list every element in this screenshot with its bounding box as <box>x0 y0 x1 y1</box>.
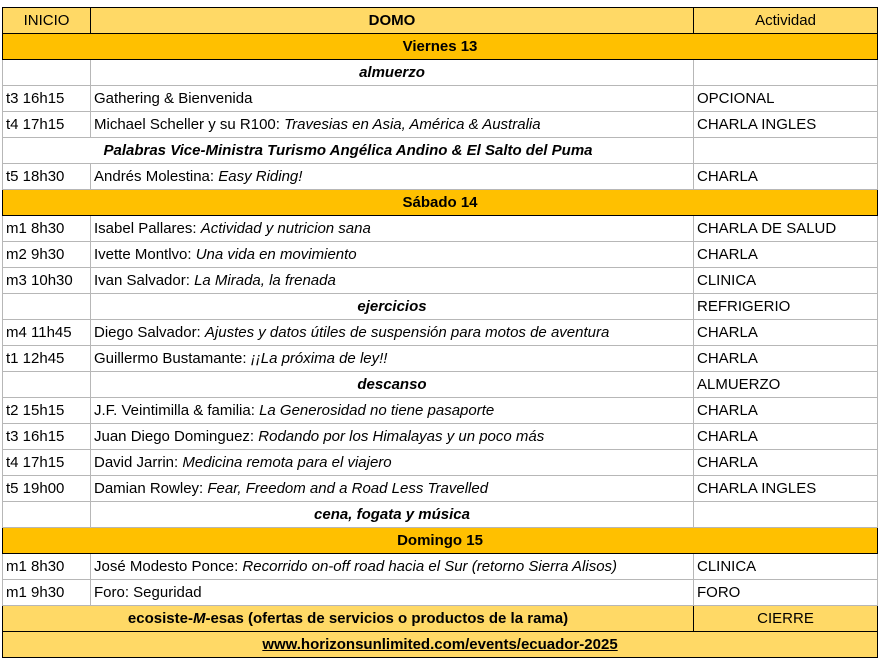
talk-title: La Generosidad no tiene pasaporte <box>259 402 495 419</box>
time-cell: m4 11h45 <box>3 320 91 346</box>
activity-cell: CLINICA <box>694 554 878 580</box>
schedule-row <box>3 398 878 424</box>
day-row-saturday <box>3 190 878 216</box>
url-row <box>3 632 878 658</box>
time-cell: t3 16h15 <box>3 424 91 450</box>
activity-cell: CHARLA INGLES <box>694 112 878 138</box>
talk-title: Ajustes y datos útiles de suspensión para motos de aventura <box>204 324 610 341</box>
talk-cell <box>91 164 694 190</box>
speaker-text: Guillermo Bustamante: <box>94 350 251 367</box>
speaker-text: Ivan Salvador: <box>94 272 195 289</box>
speaker-text: David Jarrin: <box>94 454 183 471</box>
activity-cell: CHARLA <box>694 346 878 372</box>
day-title: Domingo 15 <box>3 528 878 554</box>
talk-cell <box>91 216 694 242</box>
header-domo: DOMO <box>91 8 694 34</box>
schedule-row <box>3 554 878 580</box>
event-url-link[interactable]: www.horizonsunlimited.com/events/ecuador-2025 <box>3 632 878 658</box>
section-row <box>3 60 878 86</box>
time-cell: t5 18h30 <box>3 164 91 190</box>
talk-title: La Mirada, la frenada <box>194 272 336 289</box>
section-label: ejercicios <box>91 294 694 320</box>
time-cell: t1 12h45 <box>3 346 91 372</box>
speaker-text: Ivette Montlvo: <box>94 246 196 263</box>
talk-title: Medicina remota para el viajero <box>182 454 392 471</box>
talk-cell <box>91 450 694 476</box>
talk-title: Fear, Freedom and a Road Less Travelled <box>207 480 489 497</box>
talk-cell <box>91 580 694 606</box>
schedule-table <box>2 7 878 658</box>
activity-cell: REFRIGERIO <box>694 294 878 320</box>
schedule-row <box>3 242 878 268</box>
speaker-text: Isabel Pallares: <box>94 220 201 237</box>
schedule-row <box>3 86 878 112</box>
time-cell: t4 17h15 <box>3 450 91 476</box>
speaker-text: Damian Rowley: <box>94 480 208 497</box>
speaker-text: Gathering & Bienvenida <box>94 90 253 107</box>
talk-title: Actividad y nutricion sana <box>200 220 371 237</box>
closing-cell: CIERRE <box>694 606 878 632</box>
schedule-row <box>3 164 878 190</box>
talk-cell <box>91 242 694 268</box>
activity-cell: CHARLA <box>694 424 878 450</box>
time-cell: t3 16h15 <box>3 86 91 112</box>
activity-cell: ALMUERZO <box>694 372 878 398</box>
section-label: descanso <box>91 372 694 398</box>
activity-cell <box>694 60 878 86</box>
time-cell: m3 10h30 <box>3 268 91 294</box>
time-cell: m1 9h30 <box>3 580 91 606</box>
activity-cell: CHARLA <box>694 164 878 190</box>
speaker-text: J.F. Veintimilla & familia: <box>94 402 260 419</box>
talk-cell <box>91 346 694 372</box>
schedule-row <box>3 320 878 346</box>
schedule-row <box>3 424 878 450</box>
talk-title: Recorrido on-off road hacia el Sur (retorno Sierra Alisos) <box>242 558 618 575</box>
header-inicio: INICIO <box>3 8 91 34</box>
activity-cell: CHARLA INGLES <box>694 476 878 502</box>
schedule-row <box>3 216 878 242</box>
activity-cell: CHARLA <box>694 242 878 268</box>
talk-cell <box>91 268 694 294</box>
speaker-text: Juan Diego Dominguez: <box>94 428 259 445</box>
time-cell: m2 9h30 <box>3 242 91 268</box>
schedule-row <box>3 268 878 294</box>
section-row <box>3 502 878 528</box>
schedule-row <box>3 580 878 606</box>
section-label: almuerzo <box>91 60 694 86</box>
header-row <box>3 8 878 34</box>
day-row-sunday <box>3 528 878 554</box>
schedule-row <box>3 346 878 372</box>
activity-cell: OPCIONAL <box>694 86 878 112</box>
schedule-row <box>3 112 878 138</box>
speaker-text: Foro: Seguridad <box>94 584 202 601</box>
section-row <box>3 372 878 398</box>
day-row-friday <box>3 34 878 60</box>
activity-cell <box>694 502 878 528</box>
talk-title: ¡¡La próxima de ley!! <box>250 350 388 367</box>
activity-cell: CHARLA DE SALUD <box>694 216 878 242</box>
talk-title: Rodando por los Himalayas y un poco más <box>258 428 545 445</box>
ecosystem-text: ecosiste-M-esas (ofertas de servicios o productos de la rama) <box>3 606 694 632</box>
talk-cell <box>91 476 694 502</box>
talk-title: Travesias en Asia, América & Australia <box>284 116 541 133</box>
speaker-text: Diego Salvador: <box>94 324 205 341</box>
activity-cell: CHARLA <box>694 398 878 424</box>
ecosystem-row <box>3 606 878 632</box>
speaker-text: José Modesto Ponce: <box>94 558 243 575</box>
announcement-row <box>3 138 878 164</box>
talk-cell <box>91 424 694 450</box>
activity-cell: FORO <box>694 580 878 606</box>
day-title: Sábado 14 <box>3 190 878 216</box>
speaker-text: Michael Scheller y su R100: <box>94 116 285 133</box>
time-cell: m1 8h30 <box>3 554 91 580</box>
talk-cell <box>91 112 694 138</box>
schedule-row <box>3 476 878 502</box>
section-label: cena, fogata y música <box>91 502 694 528</box>
talk-cell <box>91 320 694 346</box>
activity-cell: CHARLA <box>694 450 878 476</box>
talk-title: Easy Riding! <box>218 168 303 185</box>
time-cell: t2 15h15 <box>3 398 91 424</box>
speaker-text: Andrés Molestina: <box>94 168 219 185</box>
time-cell: t5 19h00 <box>3 476 91 502</box>
talk-cell <box>91 398 694 424</box>
time-cell: t4 17h15 <box>3 112 91 138</box>
activity-cell: CLINICA <box>694 268 878 294</box>
header-actividad: Actividad <box>694 8 878 34</box>
talk-cell <box>91 554 694 580</box>
section-row <box>3 294 878 320</box>
announcement-text: Palabras Vice-Ministra Turismo Angélica Andino & El Salto del Puma <box>3 138 694 164</box>
talk-title: Una vida en movimiento <box>195 246 357 263</box>
time-cell: m1 8h30 <box>3 216 91 242</box>
day-title: Viernes 13 <box>3 34 878 60</box>
talk-cell <box>91 86 694 112</box>
activity-cell: CHARLA <box>694 320 878 346</box>
schedule-row <box>3 450 878 476</box>
